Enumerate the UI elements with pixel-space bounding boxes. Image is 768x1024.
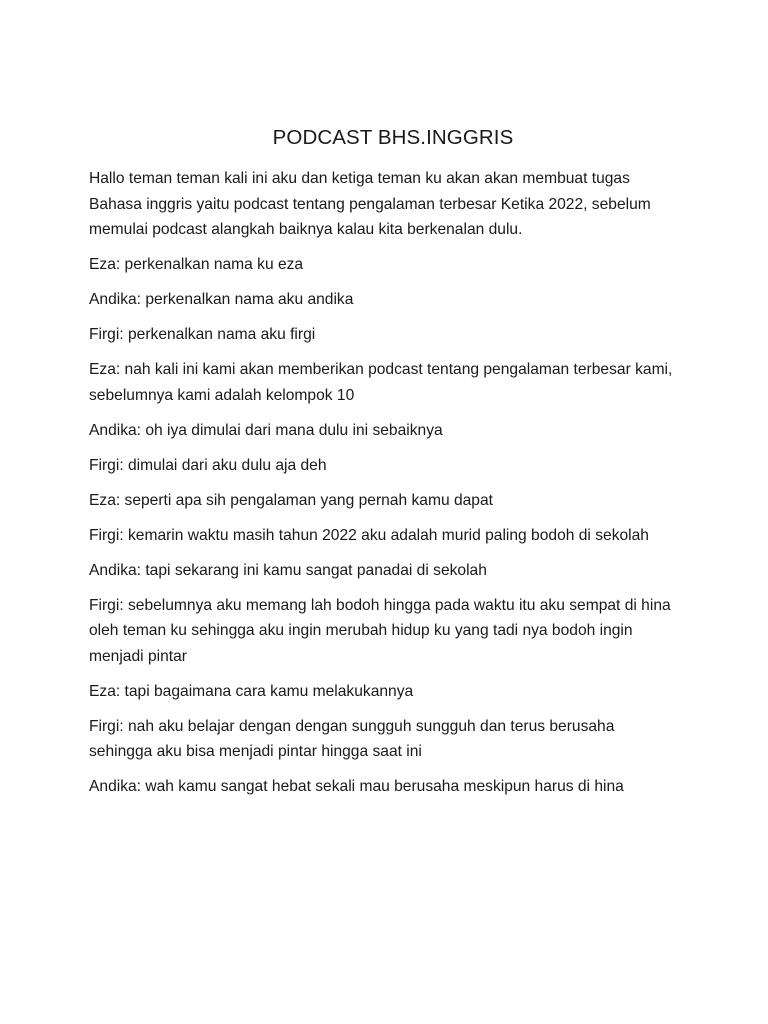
document-title: PODCAST BHS.INGGRIS — [272, 126, 514, 149]
dialogue-line: Firgi: dimulai dari aku dulu aja deh — [89, 456, 327, 474]
dialogue-line: Andika: perkenalkan nama aku andika — [89, 291, 354, 308]
document-body — [89, 166, 679, 809]
dialogue-line: Eza: perkenalkan nama ku eza — [89, 256, 304, 273]
dialogue-line: Firgi: perkenalkan nama aku firgi — [89, 326, 316, 343]
dialogue-line: Firgi: sebelumnya aku memang lah bodoh hingga pada waktu itu aku sempat di hina oleh teman ku sehingga aku ingin merubah hidup ku yang tadi nya bodoh ingin menjadi pintar — [89, 596, 671, 665]
dialogue-line: Firgi: nah aku belajar dengan dengan sungguh sungguh dan terus berusaha sehingga aku bisa menjadi pintar hingga saat ini — [89, 717, 615, 760]
dialogue-line: Eza: seperti apa sih pengalaman yang pernah kamu dapat — [89, 491, 493, 509]
dialogue-line: Andika: wah kamu sangat hebat sekali mau berusaha meskipun harus di hina — [89, 778, 624, 795]
intro-paragraph: Hallo teman teman kali ini aku dan ketiga teman ku akan akan membuat tugas Bahasa inggris yaitu podcast tentang pengalaman terbesar Ketika 2022, sebelum memulai podcast alangkah baiknya kalau kita berkenalan dulu. — [89, 170, 651, 238]
dialogue-line: Firgi: kemarin waktu masih tahun 2022 aku adalah murid paling bodoh di sekolah — [89, 526, 649, 544]
dialogue-line: Eza: tapi bagaimana cara kamu melakukannya — [89, 682, 414, 700]
dialogue-line: Andika: tapi sekarang ini kamu sangat panadai di sekolah — [89, 561, 487, 579]
dialogue-line: Andika: oh iya dimulai dari mana dulu ini sebaiknya — [89, 421, 443, 439]
dialogue-line: Eza: nah kali ini kami akan memberikan podcast tentang pengalaman terbesar kami, sebelumnya kami adalah kelompok 10 — [89, 361, 673, 404]
